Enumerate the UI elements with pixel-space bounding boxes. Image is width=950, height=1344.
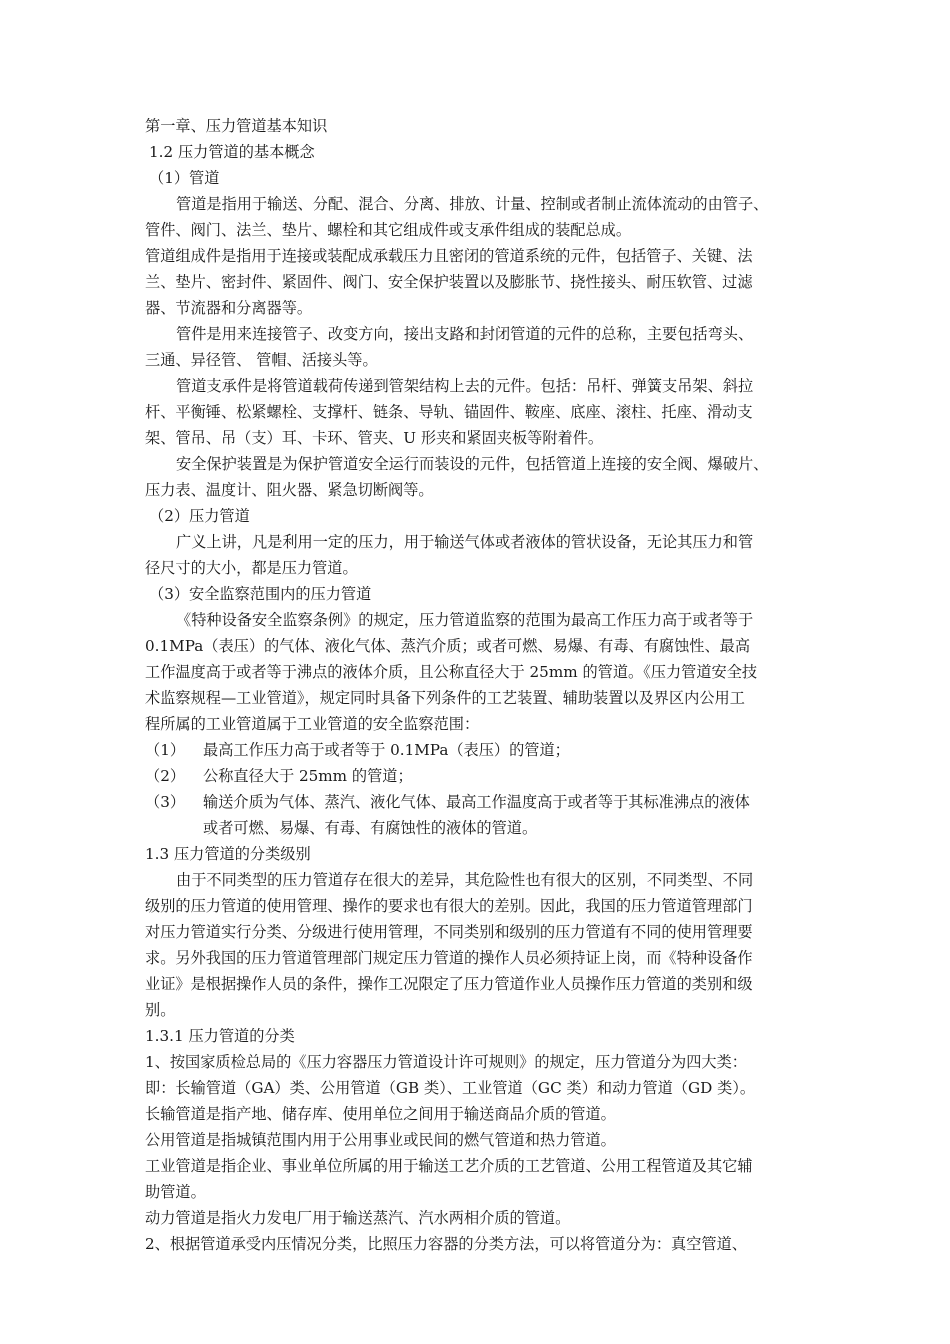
list-item-number: （2）: [145, 767, 186, 785]
document-page: [145, 113, 813, 1257]
text-line: 级别的压力管道的使用管理、操作的要求也有很大的差别。因此，我国的压力管道管理部门: [145, 897, 753, 915]
text-line: 1.3 压力管道的分类级别: [145, 845, 311, 863]
text-line: 工业管道是指企业、事业单位所属的用于输送工艺介质的工艺管道、公用工程管道及其它辅: [145, 1157, 753, 1175]
text-line: 杆、平衡锤、松紧螺栓、支撑杆、链条、导轨、锚固件、鞍座、底座、滚柱、托座、滑动支: [145, 403, 753, 421]
text-line: 1.2 压力管道的基本概念: [149, 143, 315, 161]
list-item: [145, 789, 813, 815]
text-line: 即：长输管道（GA）类、公用管道（GB 类）、工业管道（GC 类）和动力管道（GD 类）。: [145, 1079, 756, 1097]
list-item-text: 最高工作压力高于或者等于 0.1MPa（表压）的管道；: [203, 741, 570, 759]
text-line: 兰、垫片、密封件、紧固件、阀门、安全保护装置以及膨胀节、挠性接头、耐压软管、过滤: [145, 273, 753, 291]
text-line: 管道是指用于输送、分配、混合、分离、排放、计量、控制或者制止流体流动的由管子、: [176, 195, 769, 213]
text-line: 0.1MPa（表压）的气体、液化气体、蒸汽介质；或者可燃、易爆、有毒、有腐蚀性、最高: [145, 637, 751, 655]
text-line: 管件是用来连接管子、改变方向，接出支路和封闭管道的元件的总称，主要包括弯头、: [176, 325, 754, 343]
text-line: 求。另外我国的压力管道管理部门规定压力管道的操作人员必须持证上岗，而《特种设备作: [145, 949, 753, 967]
list-item-text: 公称直径大于 25mm 的管道；: [203, 767, 413, 785]
text-line: 管道组成件是指用于连接或装配成承载压力且密闭的管道系统的元件，包括管子、关键、法: [145, 247, 753, 265]
text-line: 工作温度高于或者等于沸点的液体介质，且公称直径大于 25mm 的管道。《压力管道安全技: [145, 663, 758, 681]
list-item: [145, 763, 813, 789]
condition-list: [145, 737, 813, 815]
text-line: 别。: [145, 1001, 176, 1019]
text-line: 长输管道是指产地、储存库、使用单位之间用于输送商品介质的管道。: [145, 1105, 616, 1123]
text-line: 安全保护装置是为保护管道安全运行而装设的元件，包括管道上连接的安全阀、爆破片、: [176, 455, 769, 473]
list-item-continuation: 或者可燃、易爆、有毒、有腐蚀性的液体的管道。: [203, 819, 538, 837]
text-line: 三通、异径管、 管帽、活接头等。: [145, 351, 378, 369]
text-line: （1）管道: [149, 169, 220, 187]
text-line: 动力管道是指火力发电厂用于输送蒸汽、汽水两相介质的管道。: [145, 1209, 571, 1227]
list-item: [145, 737, 813, 763]
text-line: 业证》是根据操作人员的条件，操作工况限定了压力管道作业人员操作压力管道的类别和级: [145, 975, 753, 993]
text-block-intro: [145, 113, 813, 737]
text-line: 助管道。: [145, 1183, 206, 1201]
text-line: （3）安全监察范围内的压力管道: [149, 585, 372, 603]
list-item-number: （3）: [145, 793, 186, 811]
text-line: 1、按国家质检总局的《压力容器压力管道设计许可规则》的规定，压力管道分为四大类：: [145, 1053, 747, 1071]
text-line: 《特种设备安全监察条例》的规定，压力管道监察的范围为最高工作压力高于或者等于: [176, 611, 754, 629]
text-line: 管件、阀门、法兰、垫片、螺栓和其它组成件或支承件组成的装配总成。: [145, 221, 631, 239]
text-line: 压力表、温度计、阻火器、紧急切断阀等。: [145, 481, 434, 499]
text-line: 1.3.1 压力管道的分类: [145, 1027, 295, 1045]
text-line: 管道支承件是将管道载荷传递到管架结构上去的元件。包括：吊杆、弹簧支吊架、斜拉: [176, 377, 754, 395]
text-line: 术监察规程—工业管道》，规定同时具备下列条件的工艺装置、辅助装置以及界区内公用工: [145, 689, 745, 707]
text-line: 径尺寸的大小，都是压力管道。: [145, 559, 358, 577]
text-line: 公用管道是指城镇范围内用于公用事业或民间的燃气管道和热力管道。: [145, 1131, 616, 1149]
text-line: 由于不同类型的压力管道存在很大的差异，其危险性也有很大的区别，不同类型、不同: [176, 871, 754, 889]
text-line: 程所属的工业管道属于工业管道的安全监察范围：: [145, 715, 480, 733]
list-item-text: 输送介质为气体、蒸汽、液化气体、最高工作温度高于或者等于其标准沸点的液体: [203, 793, 750, 811]
text-block-classification: [145, 841, 813, 1257]
text-line: 2、根据管道承受内压情况分类，比照压力容器的分类方法，可以将管道分为：真空管道、: [145, 1235, 747, 1253]
text-line: 第一章、压力管道基本知识: [145, 117, 328, 135]
text-line: 器、节流器和分离器等。: [145, 299, 313, 317]
text-line: 对压力管道实行分类、分级进行使用管理，不同类别和级别的压力管道有不同的使用管理要: [145, 923, 753, 941]
text-line: 架、管吊、吊（支）耳、卡环、管夹、U 形夹和紧固夹板等附着件。: [145, 429, 604, 447]
text-line: 广义上讲，凡是利用一定的压力，用于输送气体或者液体的管状设备，无论其压力和管: [176, 533, 754, 551]
text-line: （2）压力管道: [149, 507, 250, 525]
list-item-number: （1）: [145, 741, 186, 759]
